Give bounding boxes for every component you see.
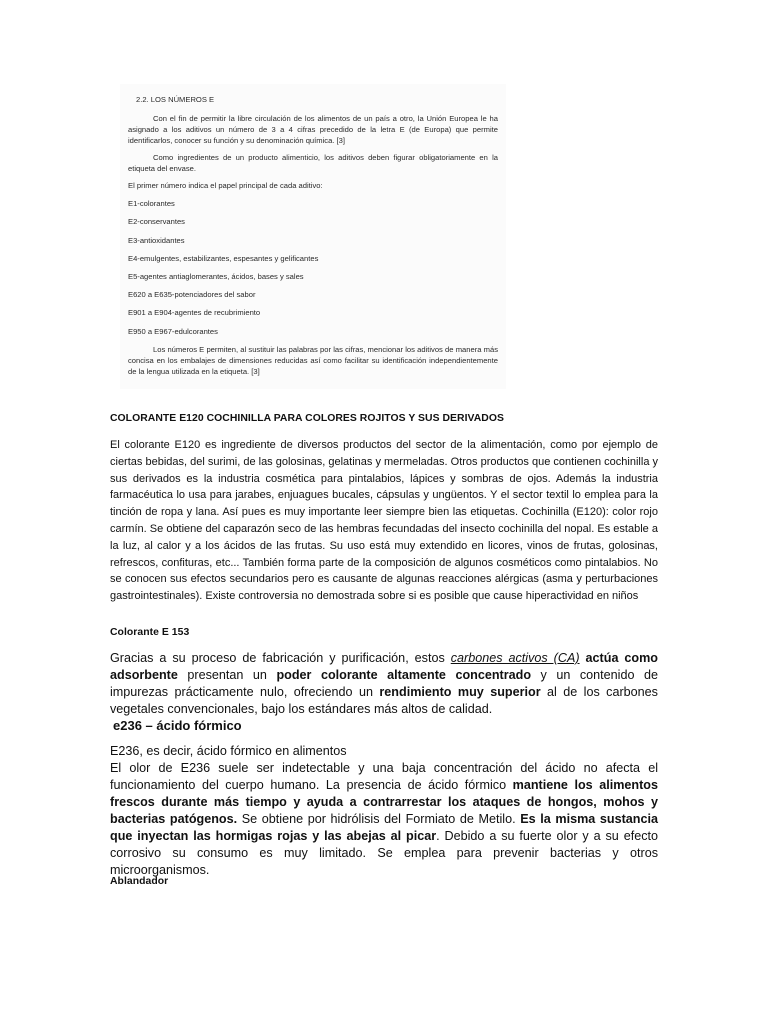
subtitle-line: E236, es decir, ácido fórmico en alimentos	[110, 744, 347, 758]
section-body-e120: El colorante E120 es ingrediente de diversos productos del sector de la alimentación, como por ejemplo de ciertas bebidas, del surimi, de las golosinas, gelatinas y mermeladas. Otros productos que contienen cochinilla y sus derivados es la industria cosmética para pintalabios, lápices y sombras de ojos. Además la industria farmacéutica lo usa para jarabes, enjuagues bucales, cápsulas y ungüentos. Y el sector textil lo emplea para la tinción de ropa y lana. Así pues es muy importante leer siempre bien las etiquetas. Cochinilla (E120): color rojo carmín. Se obtiene del caparazón seco de las hembras fecundadas del insecto cochinilla del nopal. Es estable a la luz, al calor y a los ácidos de las frutas. Su uso está muy extendido en licores, vinos de frutas, golosinas, refrescos, confituras, etc... También forma parte de la composición de algunos cosméticos como pintalabios. No se conocen sus efectos secundarios pero es causante de algunas reacciones alérgicas (asma y perturbaciones gastrointestinales). Existe controversia no demostrada sobre si es posible que cause hiperactividad en niños	[110, 439, 658, 603]
scan-paragraph-2: Como ingredientes de un producto alimenticio, los aditivos deben figurar obligatoriamente en la etiqueta del envase.	[128, 153, 498, 173]
text-run: y un contenido de impurezas prácticamente nulo, ofreciendo un	[110, 668, 658, 699]
bold-term: actúa como adsorbente	[110, 651, 659, 682]
scan-item: E3-antioxidantes	[128, 235, 185, 245]
text-run: El olor de E236 suele ser indetectable y una baja concentración del ácido no afecta el funcionamiento del cuerpo humano. La presencia de ácido fórmico	[110, 761, 658, 792]
text-run: . Debido a su fuerte olor y a su efecto corrosivo su consumo es muy limitado. Se emplea para prevenir bacterias y otros microorganismos.	[110, 829, 658, 877]
scan-title: 2.2. LOS NÚMEROS E	[136, 95, 215, 104]
bold-term: Es la misma sustancia que inyectan las hormigas rojas y las abejas al picar	[110, 812, 659, 843]
text-run: Se obtiene por hidrólisis del Formiato de Metilo.	[237, 812, 521, 826]
section-heading-e236: e236 – ácido fórmico	[113, 718, 242, 733]
section-body-e153	[110, 650, 658, 718]
bold-term: mantiene los alimentos frescos durante más tiempo y ayuda a contrarrestar los ataques de hongos, mohos y bacterias patógenos.	[110, 778, 658, 826]
scan-item: E4-emulgentes, estabilizantes, espesantes y gelificantes	[128, 253, 319, 263]
text-run: Gracias a su proceso de fabricación y purificación, estos	[110, 651, 451, 665]
scan-item: E950 a E967-edulcorantes	[128, 326, 218, 336]
scan-paragraph-3: Los números E permiten, al sustituir las palabras por las cifras, mencionar los aditivos de manera más concisa en los embalajes de dimensiones reducidas así como facilitar su identificación independientemente de la lengua utilizada en la etiqueta. [3]	[128, 344, 498, 376]
text-run: presentan un	[177, 668, 277, 682]
scan-item: E620 a E635-potenciadores del sabor	[128, 290, 256, 300]
text-run: al de los carbones vegetales convencionales, bajo los estándares más altos de calidad.	[110, 685, 658, 716]
section-heading-e120: COLORANTE E120 COCHINILLA PARA COLORES ROJITOS Y SUS DERIVADOS	[110, 413, 504, 424]
bold-term: rendimiento muy superior	[379, 685, 541, 699]
scan-paragraph-1: Con el fin de permitir la libre circulación de los alimentos de un país a otro, la Unión Europea le ha asignado a los aditivos un número de 3 a 4 cifras precedido de la letra E (de Europa) que permite identificarlos, conocer su función y su denominación química. [3]	[128, 114, 498, 145]
scanned-excerpt	[120, 84, 506, 389]
scan-intro: El primer número indica el papel principal de cada aditivo:	[128, 181, 323, 190]
scan-item: E901 a E904-agentes de recubrimiento	[128, 308, 261, 318]
section-heading-ablandador: Ablandador	[110, 876, 169, 887]
section-heading-e153: Colorante E 153	[110, 627, 190, 638]
scan-item: E1-colorantes	[128, 199, 175, 209]
bold-term: poder colorante altamente concentrado	[276, 668, 532, 682]
scan-item: E5-agentes antiaglomerantes, ácidos, bases y sales	[128, 271, 304, 281]
underlined-term: carbones activos (CA)	[450, 651, 580, 665]
scan-item: E2-conservantes	[128, 217, 185, 227]
section-body-e236	[110, 743, 658, 879]
